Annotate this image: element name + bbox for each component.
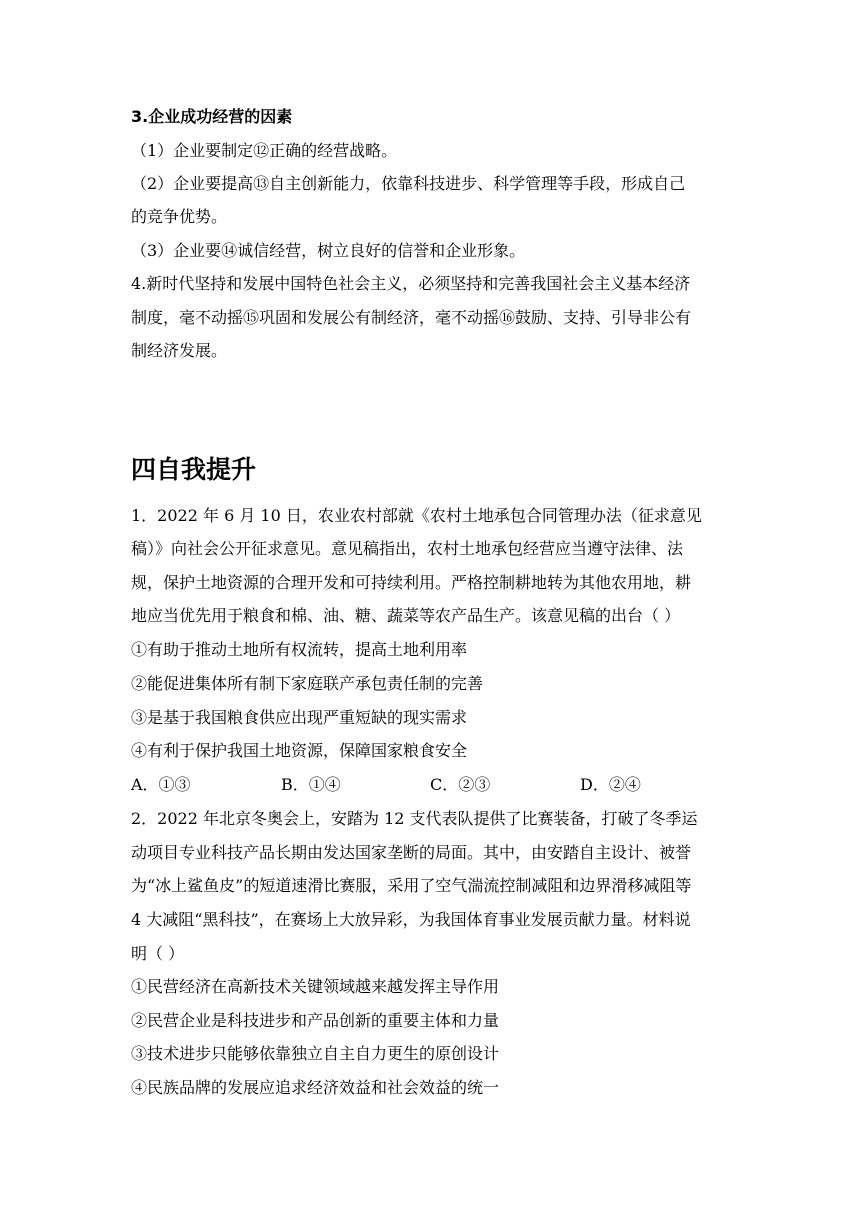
question-2-statement-4: ④民族品牌的发展应追求经济效益和社会效益的统一 [131,1078,500,1097]
question-2-line-4: 4 大减阻“黑科技”，在赛场上大放异彩，为我国体育事业发展贡献力量。材料说 [131,910,691,929]
question-1-line-3: 规，保护土地资源的合理开发和可持续利用。严格控制耕地转为其他农用地，耕 [131,573,692,592]
section-3-item-2-line-1: （2）企业要提高⑬自主创新能力，依靠科技进步、科学管理等手段，形成自己 [131,174,686,193]
part-title: 四自我提升 [131,455,257,484]
section-3-heading: 3.企业成功经营的因素 [131,107,293,126]
question-2-line-2: 动项目专业科技产品长期由发达国家垄断的局面。其中，由安踏自主设计、被誉 [131,843,692,862]
section-4-line-1: 4.新时代坚持和发展中国特色社会主义，必须坚持和完善我国社会主义基本经济 [131,274,691,293]
question-2-statement-3: ③技术进步只能够依靠独立自主自力更生的原创设计 [131,1044,500,1063]
option-c[interactable]: C．②③ [430,775,491,794]
question-1-line-1: 1．2022 年 6 月 10 日，农业农村部就《农村土地承包合同管理办法（征求意见 [131,506,702,525]
section-3-item-2-line-2: 的竞争优势。 [131,207,228,226]
question-1-options [131,775,731,795]
question-1-statement-3: ③是基于我国粮食供应出现严重短缺的现实需求 [131,708,468,727]
option-a[interactable]: A．①③ [131,775,191,794]
question-2-statement-1: ①民营经济在高新技术关键领域越来越发挥主导作用 [131,977,500,996]
option-d[interactable]: D．②④ [580,775,641,794]
question-2-line-1: 2．2022 年北京冬奥会上，安踏为 12 支代表队提供了比赛装备，打破了冬季运 [131,809,698,828]
question-2-line-5: 明（ ） [131,944,185,963]
section-4-line-2: 制度，毫不动摇⑮巩固和发展公有制经济，毫不动摇⑯鼓励、支持、引导非公有 [131,308,692,327]
question-1-line-4: 地应当优先用于粮食和棉、油、糖、蔬菜等农产品生产。该意见稿的出台（ ） [131,606,681,625]
question-1-statement-2: ②能促进集体所有制下家庭联产承包责任制的完善 [131,674,484,693]
section-3-item-3: （3）企业要⑭诚信经营，树立良好的信誉和企业形象。 [131,241,526,260]
question-1-line-2: 稿）》向社会公开征求意见。意见稿指出，农村土地承包经营应当遵守法律、法 [131,539,684,558]
question-2-statement-2: ②民营企业是科技进步和产品创新的重要主体和力量 [131,1011,500,1030]
question-2-line-3: 为“冰上鲨鱼皮”的短道速滑比赛服，采用了空气湍流控制减阻和边界滑移减阻等 [131,876,692,895]
question-1-statement-4: ④有利于保护我国土地资源，保障国家粮食安全 [131,741,468,760]
option-b[interactable]: B．①④ [281,775,341,794]
section-3-item-1: （1）企业要制定⑫正确的经营战略。 [131,141,398,160]
question-1-statement-1: ①有助于推动土地所有权流转，提高土地利用率 [131,640,468,659]
section-4-line-3: 制经济发展。 [131,341,228,360]
